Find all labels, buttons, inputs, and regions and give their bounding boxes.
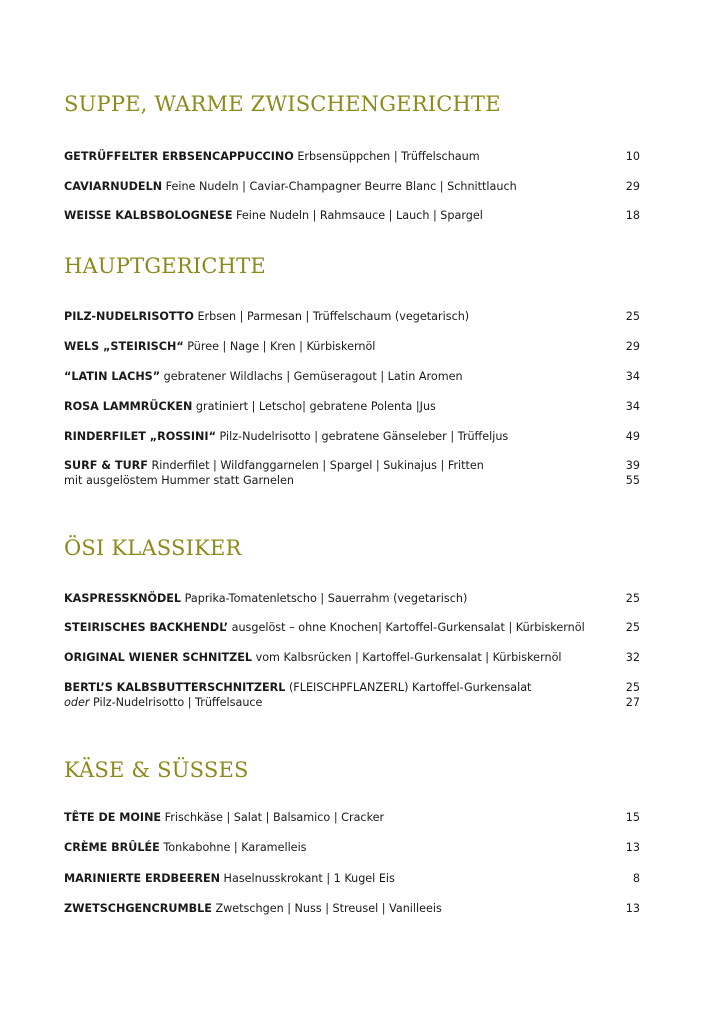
item-description: ausgelöst – ohne Knochen| Kartoffel-Gurkensalat | Kürbiskernöl: [228, 621, 585, 634]
item-price: 39: [625, 459, 640, 472]
menu-item: [64, 811, 640, 825]
item-variant-prefix: oder: [64, 696, 90, 709]
menu-item: [64, 459, 640, 487]
item-name: MARINIERTE ERDBEEREN: [64, 872, 220, 885]
menu-item: [64, 150, 640, 164]
item-name: ROSA LAMMRÜCKEN: [64, 400, 193, 413]
item-variant: [64, 474, 640, 488]
section-title: KÄSE & SÜSSES: [64, 758, 249, 782]
item-variant: [64, 696, 640, 710]
item-description: Zwetschgen | Nuss | Streusel | Vanilleeis: [211, 902, 442, 915]
menu-item: [64, 651, 640, 665]
menu-item: [64, 430, 640, 444]
item-description: (FLEISCHPFLANZERL) Kartoffel-Gurkensalat: [285, 681, 532, 694]
item-name: CAVIARNUDELN: [64, 180, 163, 193]
menu-item: [64, 902, 640, 916]
item-price: 18: [625, 209, 640, 222]
item-price: 13: [625, 841, 640, 854]
item-price: 29: [625, 180, 640, 193]
item-variant-text: mit ausgelöstem Hummer statt Garnelen: [64, 474, 294, 487]
item-name: WEISSE KALBSBOLOGNESE: [64, 209, 233, 222]
item-price: 25: [625, 621, 640, 634]
menu-item: [64, 370, 640, 384]
item-name: SURF & TURF: [64, 459, 148, 472]
section-title: ÖSI KLASSIKER: [64, 536, 242, 560]
item-name: STEIRISCHES BACKHENDL’: [64, 621, 229, 634]
item-name: “LATIN LACHS”: [64, 370, 161, 383]
menu-item: [64, 621, 640, 635]
item-price: 34: [625, 370, 640, 383]
menu-item: [64, 841, 640, 855]
menu-item: [64, 340, 640, 354]
item-description: Tonkabohne | Karamelleis: [159, 841, 307, 854]
item-description: Frischkäse | Salat | Balsamico | Cracker: [161, 811, 385, 824]
menu-item: [64, 180, 640, 194]
item-name: WELS „STEIRISCH“: [64, 340, 184, 353]
item-variant-text: Pilz-Nudelrisotto | Trüffelsauce: [89, 696, 263, 709]
menu-item: [64, 209, 640, 223]
section-title: HAUPTGERICHTE: [64, 254, 266, 278]
item-name: GETRÜFFELTER ERBSENCAPPUCCINO: [64, 150, 294, 163]
item-price: 10: [625, 150, 640, 163]
item-name: BERTL’S KALBSBUTTERSCHNITZERL: [64, 681, 286, 694]
menu-item: [64, 400, 640, 414]
item-description: Rinderfilet | Wildfanggarnelen | Spargel | Sukinajus | Fritten: [147, 459, 484, 472]
item-description: gebratener Wildlachs | Gemüseragout | Latin Aromen: [160, 370, 463, 383]
item-price: 29: [625, 340, 640, 353]
item-description: gratiniert | Letscho| gebratene Polenta |Jus: [192, 400, 436, 413]
item-price: 15: [625, 811, 640, 824]
item-name: TÊTE DE MOINE: [64, 811, 162, 824]
item-price: 8: [632, 872, 640, 885]
item-name: RINDERFILET „ROSSINI“: [64, 430, 216, 443]
item-description: Feine Nudeln | Caviar-Champagner Beurre Blanc | Schnittlauch: [162, 180, 517, 193]
item-description: Püree | Nage | Kren | Kürbiskernöl: [183, 340, 376, 353]
item-description: Pilz-Nudelrisotto | gebratene Gänseleber | Trüffeljus: [215, 430, 509, 443]
item-description: vom Kalbsrücken | Kartoffel-Gurkensalat | Kürbiskernöl: [252, 651, 562, 664]
item-name: PILZ-NUDELRISOTTO: [64, 310, 194, 323]
item-price: 13: [625, 902, 640, 915]
item-description: Erbsensüppchen | Trüffelschaum: [293, 150, 480, 163]
item-price: 25: [625, 310, 640, 323]
menu-item: [64, 310, 640, 324]
menu-item: [64, 592, 640, 606]
item-price: 49: [625, 430, 640, 443]
item-price: 25: [625, 592, 640, 605]
item-variant-price: 27: [625, 696, 640, 709]
item-price: 34: [625, 400, 640, 413]
item-price: 32: [625, 651, 640, 664]
item-variant-price: 55: [625, 474, 640, 487]
item-description: Feine Nudeln | Rahmsauce | Lauch | Spargel: [232, 209, 483, 222]
item-name: CRÈME BRÛLÉE: [64, 841, 160, 854]
item-name: ORIGINAL WIENER SCHNITZEL: [64, 651, 253, 664]
item-name: KASPRESSKNÖDEL: [64, 592, 182, 605]
item-description: Erbsen | Parmesan | Trüffelschaum (vegetarisch): [193, 310, 470, 323]
item-name: ZWETSCHGENCRUMBLE: [64, 902, 212, 915]
menu-item: [64, 681, 640, 709]
section-title: SUPPE, WARME ZWISCHENGERICHTE: [64, 92, 501, 116]
menu-item: [64, 872, 640, 886]
item-description: Haselnusskrokant | 1 Kugel Eis: [220, 872, 395, 885]
item-price: 25: [625, 681, 640, 694]
item-description: Paprika-Tomatenletscho | Sauerrahm (vegetarisch): [181, 592, 468, 605]
